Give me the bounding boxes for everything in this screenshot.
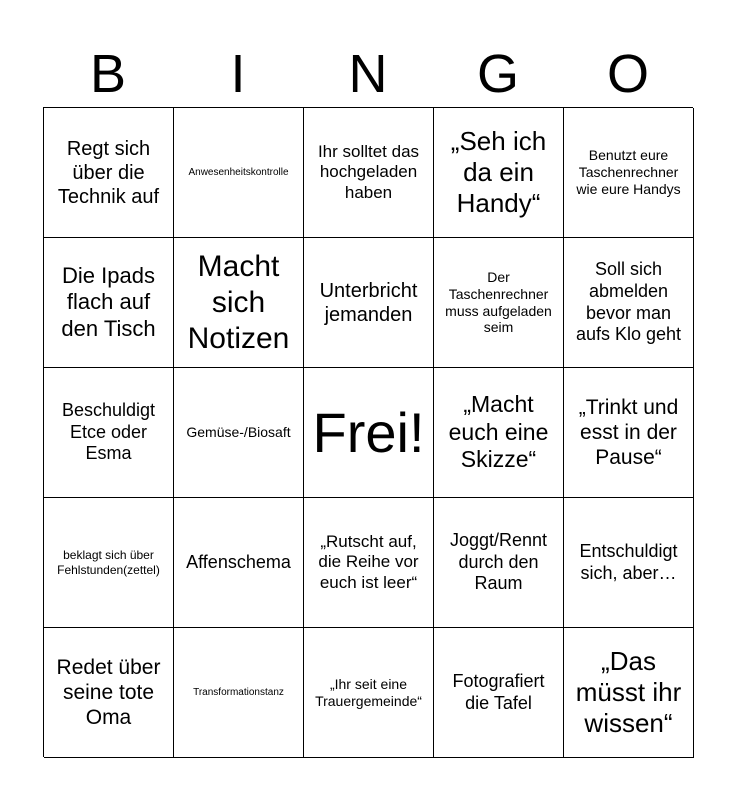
bingo-cell-r4-c2[interactable]: Affenschema	[174, 498, 304, 628]
bingo-cell-r5-c5[interactable]: „Das müsst ihr wissen“	[564, 628, 694, 758]
bingo-cell-r2-c4[interactable]: Der Taschenrechner muss aufgeladen seim	[434, 238, 564, 368]
bingo-cell-r4-c5[interactable]: Entschuldigt sich, aber…	[564, 498, 694, 628]
bingo-cell-r1-c3[interactable]: Ihr solltet das hochgeladen haben	[304, 108, 434, 238]
bingo-cell-r3-c2[interactable]: Gemüse-/Biosaft	[174, 368, 304, 498]
bingo-cell-r3-c4[interactable]: „Macht euch eine Skizze“	[434, 368, 564, 498]
bingo-cell-r2-c1[interactable]: Die Ipads flach auf den Tisch	[44, 238, 174, 368]
bingo-cell-r2-c5[interactable]: Soll sich abmelden bevor man aufs Klo geht	[564, 238, 694, 368]
bingo-cell-r1-c2[interactable]: Anwesenheitskontrolle	[174, 108, 304, 238]
header-letter-i: I	[230, 44, 246, 104]
bingo-cell-r5-c3[interactable]: „Ihr seit eine Trauergemeinde“	[304, 628, 434, 758]
bingo-grid	[43, 107, 693, 757]
bingo-cell-r2-c2[interactable]: Macht sich Notizen	[174, 238, 304, 368]
bingo-cell-r1-c1[interactable]: Regt sich über die Technik auf	[44, 108, 174, 238]
bingo-cell-r5-c4[interactable]: Fotografiert die Tafel	[434, 628, 564, 758]
bingo-header	[43, 40, 693, 108]
header-letter-n: N	[348, 44, 388, 104]
bingo-cell-r1-c4[interactable]: „Seh ich da ein Handy“	[434, 108, 564, 238]
bingo-cell-r3-c5[interactable]: „Trinkt und esst in der Pause“	[564, 368, 694, 498]
header-letter-b: B	[89, 44, 127, 104]
bingo-cell-r3-c1[interactable]: Beschuldigt Etce oder Esma	[44, 368, 174, 498]
bingo-cell-r4-c3[interactable]: „Rutscht auf, die Reihe vor euch ist leer“	[304, 498, 434, 628]
bingo-cell-r1-c5[interactable]: Benutzt eure Taschenrechner wie eure Handys	[564, 108, 694, 238]
bingo-cell-r4-c1[interactable]: beklagt sich über Fehlstunden(zettel)	[44, 498, 174, 628]
free-space-cell[interactable]: Frei!	[304, 368, 434, 498]
header-letter-o: O	[606, 44, 649, 104]
bingo-cell-r5-c1[interactable]: Redet über seine tote Oma	[44, 628, 174, 758]
bingo-cell-r4-c4[interactable]: Joggt/Rennt durch den Raum	[434, 498, 564, 628]
header-letter-g: G	[476, 44, 519, 104]
bingo-cell-r5-c2[interactable]: Transformationstanz	[174, 628, 304, 758]
bingo-cell-r2-c3[interactable]: Unterbricht jemanden	[304, 238, 434, 368]
